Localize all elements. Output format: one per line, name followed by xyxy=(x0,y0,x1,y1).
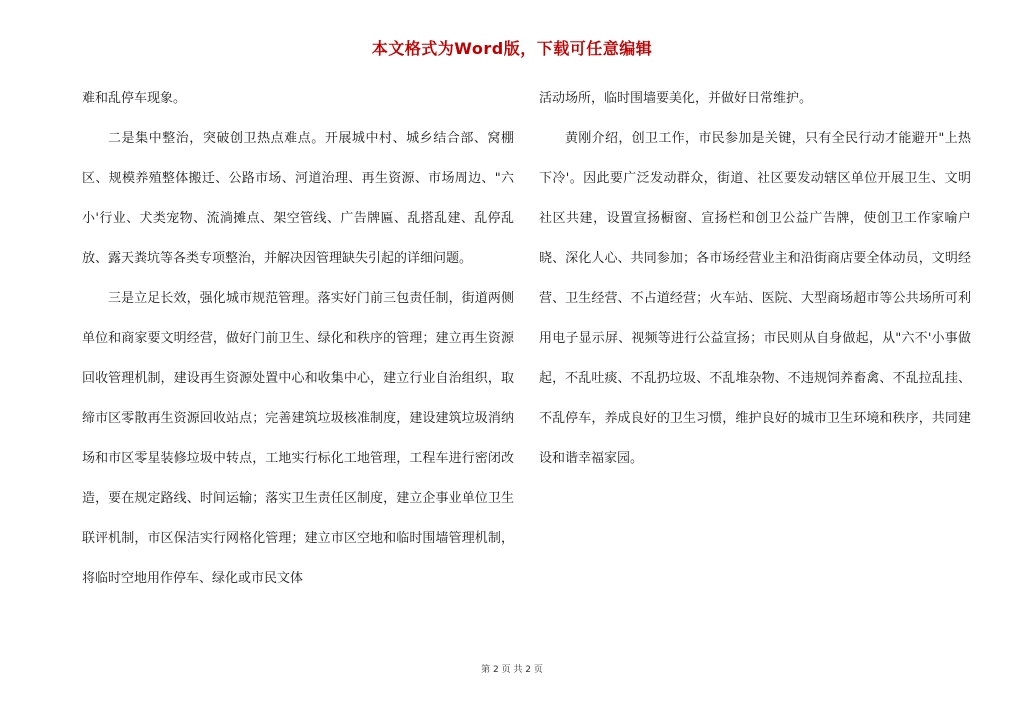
right-column xyxy=(539,79,971,479)
left-column xyxy=(82,79,514,599)
paragraph: 三是立足长效，强化城市规范管理。落实好门前三包责任制，街道两侧单位和商家要文明经营，做好门前卫生、绿化和秩序的管理；建立再生资源回收管理机制，建设再生资源处置中心和收集中心，建立行业自治组织，取缔市区零散再生资源回收站点；完善建筑垃圾核准制度，建设建筑垃圾消纳场和市区零星装修垃圾中转点，工地实行标化工地管理，工程车进行密闭改造，要在规定路线、时间运输；落实卫生责任区制度，建立企事业单位卫生联评机制，市区保洁实行网格化管理；建立市区空地和临时围墙管理机制，将临时空地用作停车、绿化或市民文体 xyxy=(82,291,514,586)
paragraph: 难和乱停车现象。 xyxy=(82,91,187,106)
download-banner: 本文格式为Word版，下载可任意编辑 xyxy=(371,39,653,58)
paragraph: 黄刚介绍，创卫工作，市民参加是关键，只有全民行动才能避开"上热下冷'。因此要广泛发动群众，街道、社区要发动辖区单位开展卫生、文明社区共建，设置宣扬橱窗、宣扬栏和创卫公益广告牌，使创卫工作家喻户晓、深化人心、共同参加；各市场经营业主和沿街商店要全体动员，文明经营、卫生经营、不占道经营；火车站、医院、大型商场超市等公共场所可利用电子显示屏、视频等进行公益宣扬；市民则从自身做起，从"六不'小事做起，不乱吐痰、不乱扔垃圾、不乱堆杂物、不违规饲养畜禽、不乱拉乱挂、不乱停车，养成良好的卫生习惯，维护良好的城市卫生环境和秩序，共同建设和谐幸福家园。 xyxy=(539,131,971,466)
paragraph: 活动场所，临时围墙要美化，并做好日常维护。 xyxy=(539,91,813,106)
page-number-footer: 第 2 页 共 2 页 xyxy=(481,665,543,675)
paragraph: 二是集中整治，突破创卫热点难点。开展城中村、城乡结合部、窝棚区、规模养殖整体搬迁、公路市场、河道治理、再生资源、市场周边、"六小'行业、犬类宠物、流淌摊点、架空管线、广告牌匾、乱搭乱建、乱停乱放、露天粪坑等各类专项整治，并解决因管理缺失引起的详细问题。 xyxy=(82,131,514,266)
